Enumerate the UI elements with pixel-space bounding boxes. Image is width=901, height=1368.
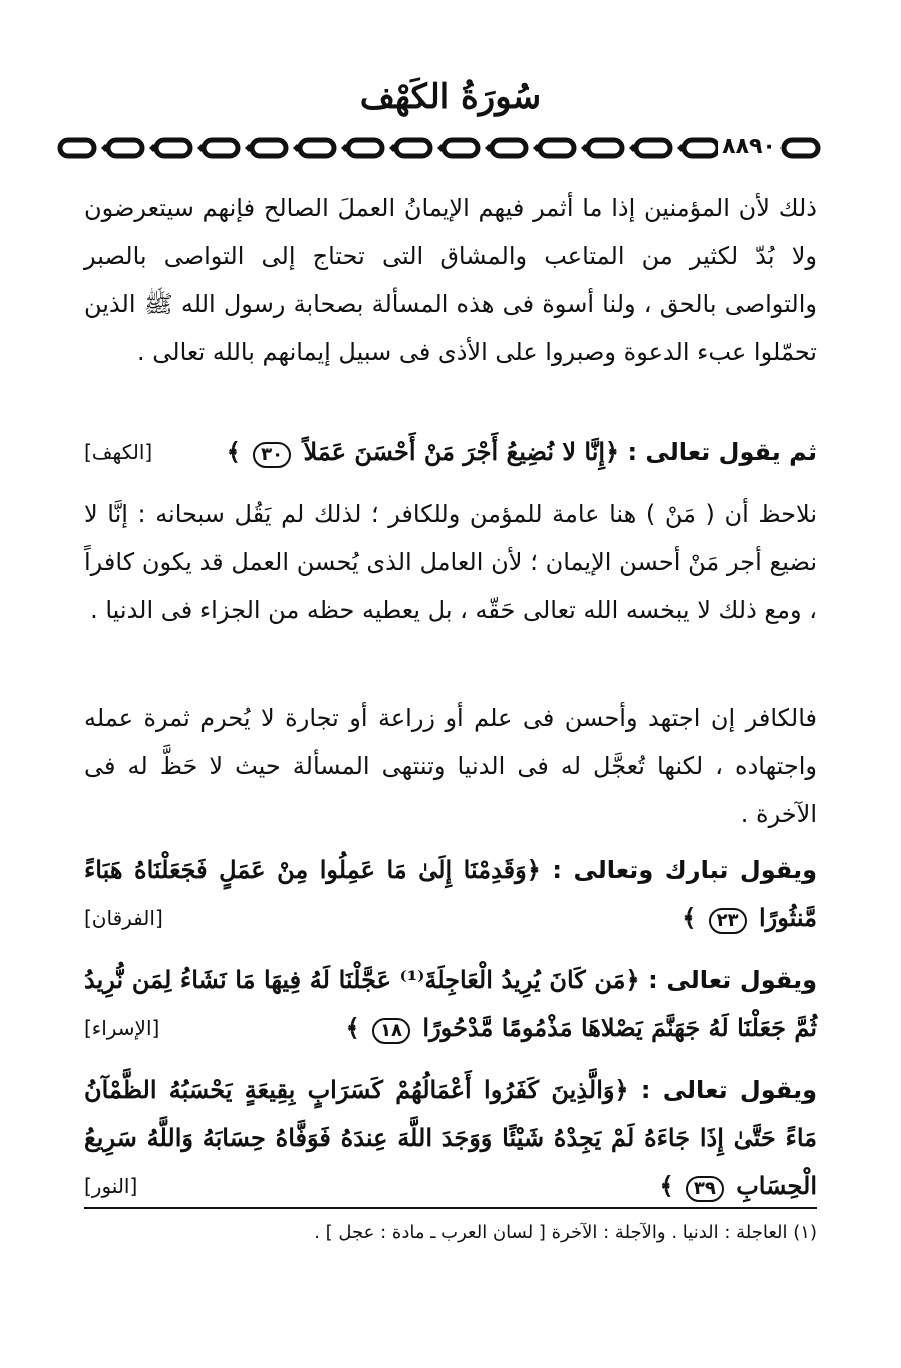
quote-2-close: ﴾ (682, 903, 697, 932)
quote-4-close: ﴾ (659, 1171, 674, 1200)
quote-3-intro: ويقول تعالى : (639, 966, 817, 994)
surah-reference-kahf: [الكهف] (84, 440, 153, 464)
surah-reference-nur: [النور] (84, 1174, 138, 1198)
quote-3-verse: ﴿مَن كَانَ يُرِيدُ الْعَاجِلَةَ⁽¹⁾ عَجَّلْنَا لَهُ فِيهَا مَا نَشَاءُ لِمَن نُّرِيدُ ثُمَّ جَعَلْنَا لَهُ جَهَنَّمَ يَصْلاهَا مَذْمُومًا مَّدْحُورًا (84, 965, 817, 1042)
quote-2-block (84, 846, 817, 942)
quote-4 (84, 1066, 817, 1210)
quote-3-close: ﴾ (345, 1013, 360, 1042)
quote-3 (84, 956, 817, 1052)
ayah-number-23: ٢٣ (709, 908, 747, 934)
footnote: (١) العاجلة : الدنيا . والآجلة : الآخرة [ لسان العرب ـ مادة : عجل ] . (314, 1222, 817, 1243)
header-ornament-border (56, 134, 826, 162)
quote-2-intro: ويقول تبارك وتعالى : (540, 856, 817, 884)
quote-4-intro: ويقول تعالى : (628, 1076, 818, 1104)
quote-1-close: ﴾ (226, 437, 241, 466)
ayah-number-39: ٣٩ (686, 1176, 724, 1202)
page-number: ٨٨٩٠ (718, 130, 780, 164)
paragraph-3: فالكافر إن اجتهد وأحسن فى علم أو زراعة أو تجارة لا يُحرم ثمرة عمله واجتهاده ، لكنها تُعجَّل له فى الدنيا وتنتهى المسألة حيث لا حَظَّ له فى الآخرة . (84, 704, 817, 828)
quote-2 (84, 846, 817, 942)
surah-reference-furqan: [الفرقان] (84, 906, 163, 930)
quote-1-verse: ﴿إِنَّا لا نُضِيعُ أَجْرَ مَنْ أَحْسَنَ عَمَلاً (303, 437, 620, 466)
quote-3-block (84, 956, 817, 1052)
ayah-number-30: ٣٠ (253, 442, 291, 468)
ayah-number-18: ١٨ (372, 1018, 410, 1044)
paragraph-3-block (84, 694, 817, 838)
quote-4-block (84, 1066, 817, 1210)
footnote-divider (84, 1207, 817, 1209)
quote-2-verse: ﴿وَقَدِمْنَا إِلَىٰ مَا عَمِلُوا مِنْ عَمَلٍ فَجَعَلْنَاهُ هَبَاءً مَّنثُورًا (84, 855, 817, 932)
surah-title: سُورَةُ الكَهْف (359, 77, 542, 117)
quote-1 (84, 428, 817, 476)
quote-1-intro: ثم يقول تعالى : (619, 438, 817, 466)
quote-1-block (84, 428, 817, 476)
paragraph-2-block (84, 490, 817, 634)
paragraph-2: نلاحظ أن ( مَنْ ) هنا عامة للمؤمن وللكافر ؛ لذلك لم يَقُل سبحانه : إنَّا لا نضيع أجر مَنْ أحسن الإيمان ؛ لأن العامل الذى يُحسن العمل قد يكون كافراً ، ومع ذلك لا يبخسه الله تعالى حَقّه ، بل يعطيه حظه من الجزاء فى الدنيا . (84, 500, 817, 624)
paragraph-1: ذلك لأن المؤمنين إذا ما أثمر فيهم الإيمانُ العملَ الصالح فإنهم سيتعرضون ولا بُدّ لكثير من المتاعب والمشاق التى تحتاج إلى التواصى بالصبر والتواصى بالحق ، ولنا أسوة فى هذه المسألة بصحابة رسول الله ﷺ الذين تحمّلوا عبء الدعوة وصبروا على الأذى فى سبيل إيمانهم بالله تعالى . (84, 194, 817, 366)
surah-reference-isra: [الإسراء] (84, 1016, 160, 1040)
paragraph-1-block (84, 184, 817, 376)
quote-4-verse: ﴿وَالَّذِينَ كَفَرُوا أَعْمَالُهُمْ كَسَرَابٍ بِقِيعَةٍ يَحْسَبُهُ الظَّمْآنُ مَاءً حَتَّىٰ إِذَا جَاءَهُ لَمْ يَجِدْهُ شَيْئًا وَوَجَدَ اللَّهَ عِندَهُ فَوَفَّاهُ حِسَابَهُ وَاللَّهُ سَرِيعُ الْحِسَابِ (84, 1075, 817, 1200)
